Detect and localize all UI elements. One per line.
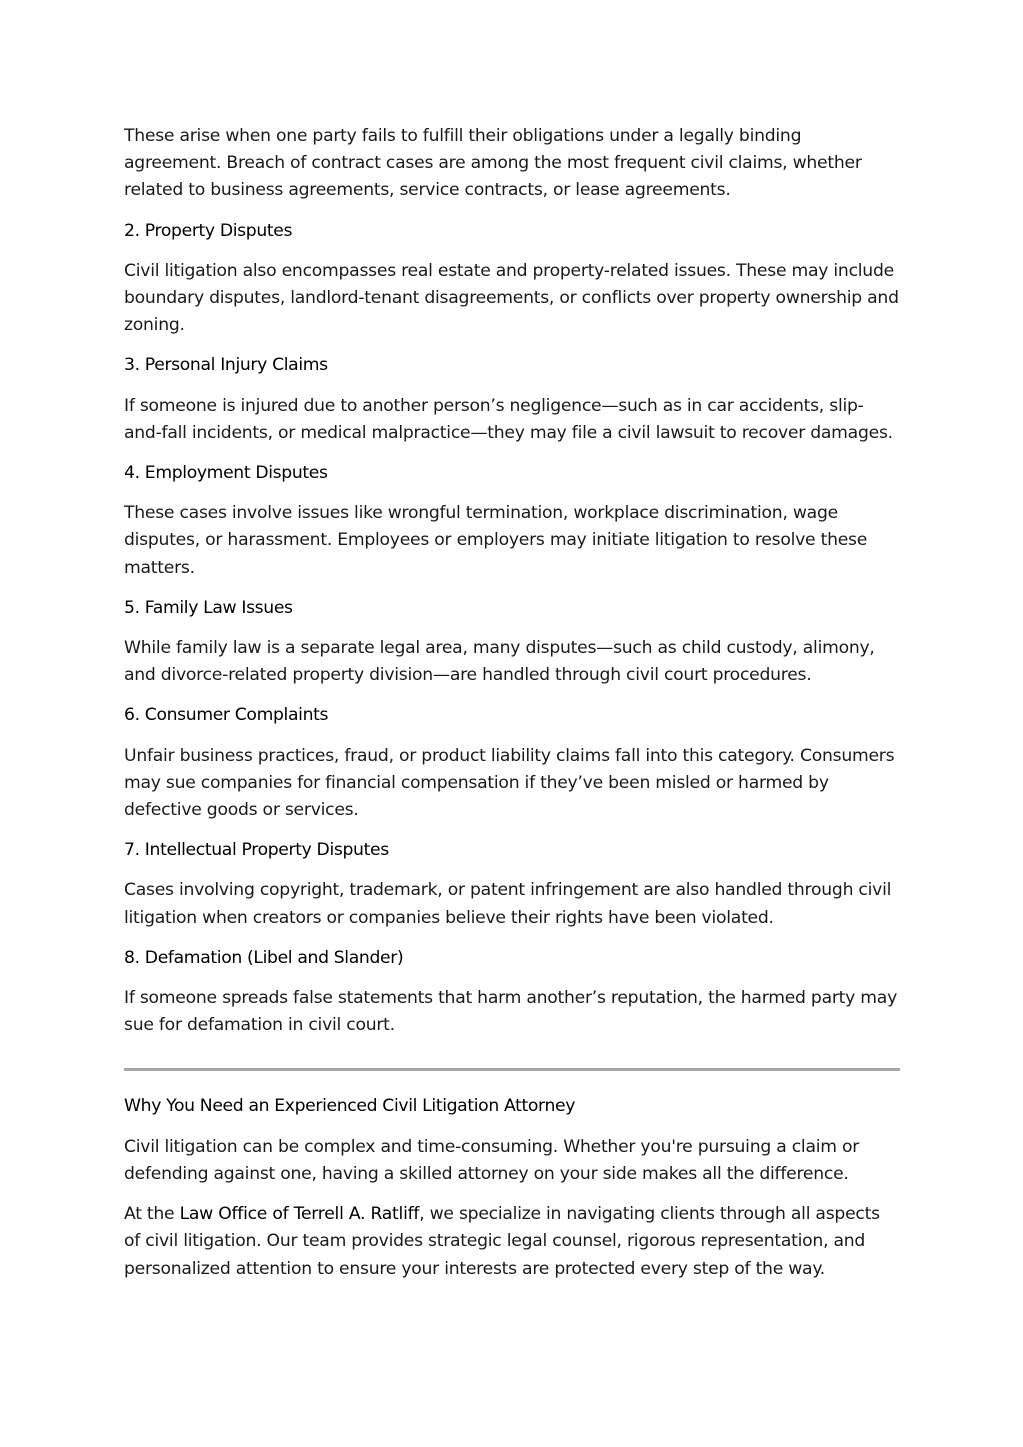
intro-paragraph: These arise when one party fails to fulfill their obligations under a legally binding agreement. Breach of contract cases are among the most frequent civil claims, whether related to business agreements, service contracts, or lease agreements.: [124, 126, 862, 201]
section-body-defamation: If someone spreads false statements that harm another’s reputation, the harmed party may sue for defamation in civil court.: [124, 988, 897, 1036]
paragraph-2-prefix: At the: [124, 1204, 180, 1225]
section-heading-family-law: 5. Family Law Issues: [124, 597, 293, 618]
section-body-personal-injury: If someone is injured due to another person’s negligence—such as in car accidents, slip-and-fall incidents, or medical malpractice—they may file a civil lawsuit to recover damages.: [124, 395, 893, 443]
paragraph-2-suffix: , we specialize in navigating clients through all aspects of civil litigation. Our team provides strategic legal counsel, rigorous representation, and personalized attention to ensure your interests are protected every step of the way.: [124, 1204, 880, 1279]
why-section-heading: Why You Need an Experienced Civil Litigation Attorney: [124, 1096, 576, 1117]
section-body-employment-disputes: These cases involve issues like wrongful termination, workplace discrimination, wage disputes, or harassment. Employees or employers may initiate litigation to resolve these matters.: [124, 503, 868, 578]
document-page: [124, 123, 900, 1296]
section-body-intellectual-property: Cases involving copyright, trademark, or patent infringement are also handled through civil litigation when creators or companies believe their rights have been violated.: [124, 880, 892, 928]
section-body-consumer-complaints: Unfair business practices, fraud, or product liability claims fall into this category. Consumers may sue companies for financial compensation if they’ve been misled or harmed by defective goods or services.: [124, 745, 895, 821]
firm-name: Law Office of Terrell A. Ratliff: [179, 1204, 420, 1225]
section-heading-intellectual-property: 7. Intellectual Property Disputes: [124, 840, 389, 861]
horizontal-divider: [124, 1068, 900, 1071]
section-heading-consumer-complaints: 6. Consumer Complaints: [124, 705, 329, 726]
section-heading-employment-disputes: 4. Employment Disputes: [124, 463, 328, 484]
why-section-paragraph-2: [124, 1201, 900, 1283]
why-section-paragraph-1: Civil litigation can be complex and time-consuming. Whether you're pursuing a claim or defending against one, having a skilled attorney on your side makes all the difference.: [124, 1136, 860, 1184]
section-heading-defamation: 8. Defamation (Libel and Slander): [124, 947, 404, 968]
section-body-family-law: While family law is a separate legal area, many disputes—such as child custody, alimony, and divorce-related property division—are handled through civil court procedures.: [124, 638, 875, 686]
section-body-property-disputes: Civil litigation also encompasses real estate and property-related issues. These may include boundary disputes, landlord-tenant disagreements, or conflicts over property ownership and zoning.: [124, 260, 899, 336]
section-heading-property-disputes: 2. Property Disputes: [124, 220, 293, 241]
section-heading-personal-injury: 3. Personal Injury Claims: [124, 355, 328, 376]
